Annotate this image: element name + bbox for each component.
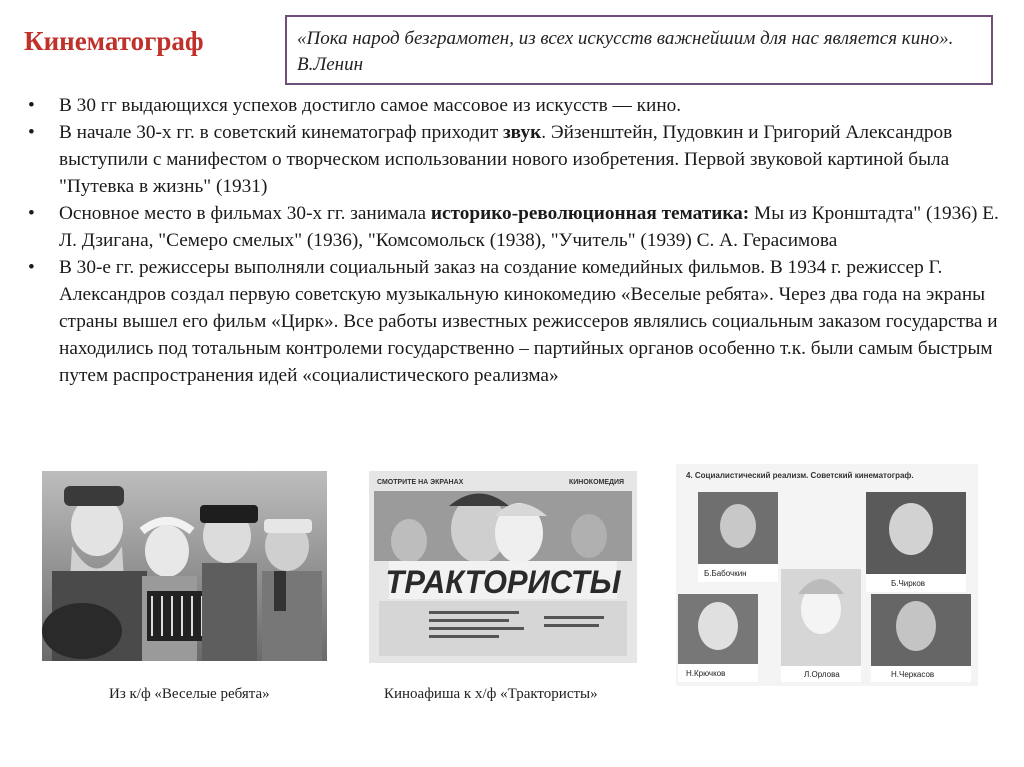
- photo1-caption: Из к/ф «Веселые ребята»: [109, 686, 270, 702]
- bullet-text: В 30-е гг. режиссеры выполняли социальный заказ на создание комедийных фильмов. В 1934 г. режиссер Г. Александров создал первую советскую музыкальную кинокомедию «Веселые ребята». Через два года на экраны страны вышел его фильм «Цирк». Все работы известных режиссеров являлись социальным заказом государства и находились под тотальным контролеми государственно – партийных органов особенно т.к. были самым быстрым путем распространения идей «социалистического реализма»: [59, 257, 998, 386]
- slide-title: Кинематограф: [24, 26, 204, 56]
- poster-title-text: ТРАКТОРИСТЫ: [385, 564, 622, 600]
- bullet-text: . Эйзенштейн, Пудовкин и Григорий Александров выступили с манифестом о творческом использовании нового изобретения. Первой звуковой картиной была "Путевка в жизнь" (1931): [59, 122, 953, 197]
- bullet-marker: •: [28, 122, 35, 143]
- bullet-text: Основное место в фильмах 30-х гг. занимала: [59, 203, 431, 224]
- bullet-bold-text: историко-революционная тематика:: [430, 203, 750, 224]
- portrait-label-chirkov: Б.Чирков: [891, 579, 926, 588]
- bullet-text: В 30 гг выдающихся успехов достигло самое массовое из искусств — кино.: [59, 95, 682, 116]
- bullet-item: [26, 200, 1001, 254]
- bullet-bold-text: звук: [502, 122, 542, 143]
- lenin-quote-box: [285, 15, 993, 85]
- photo2-caption: Киноафиша к х/ф «Трактористы»: [384, 686, 598, 702]
- portraits-illustration: [676, 464, 978, 686]
- bullet-marker: •: [28, 203, 35, 224]
- portrait-label-babochkin: Б.Бабочкин: [704, 569, 747, 578]
- poster-top-left-text: СМОТРИТЕ НА ЭКРАНАХ: [377, 479, 464, 486]
- bullet-text: В начале 30-х гг. в советский кинематограф приходит: [59, 122, 503, 143]
- poster-traktoristy: [369, 471, 637, 663]
- film-still-illustration: [42, 471, 327, 661]
- bullet-text: Мы из Кронштадта" (1936) Е. Л. Дзигана, "Семеро смелых" (1936), "Комсомольск (1938), "Учитель" (1939) С. А. Герасимова: [59, 203, 999, 251]
- bullet-marker: •: [28, 257, 35, 278]
- portrait-label-orlova: Л.Орлова: [804, 670, 840, 679]
- panel-header-text: 4. Социалистический реализм. Советский кинематограф.: [686, 471, 914, 480]
- bullet-item: [26, 119, 1001, 200]
- bullet-item: [26, 92, 1001, 119]
- lenin-quote-text: «Пока народ безграмотен, из всех искусств важнейшим для нас является кино». В.Ленин: [297, 28, 954, 75]
- film-still-veselye-rebyata: [42, 471, 327, 661]
- portraits-panel: [676, 464, 978, 686]
- portrait-label-kryuchkov: Н.Крючков: [686, 669, 726, 678]
- poster-top-right-text: КИНОКОМЕДИЯ: [569, 479, 625, 486]
- poster-illustration: [369, 471, 637, 663]
- portrait-label-cherkasov: Н.Черкасов: [891, 670, 935, 679]
- bullet-marker: •: [28, 95, 35, 116]
- bullet-list: [26, 92, 1001, 389]
- bullet-item: [26, 254, 1001, 389]
